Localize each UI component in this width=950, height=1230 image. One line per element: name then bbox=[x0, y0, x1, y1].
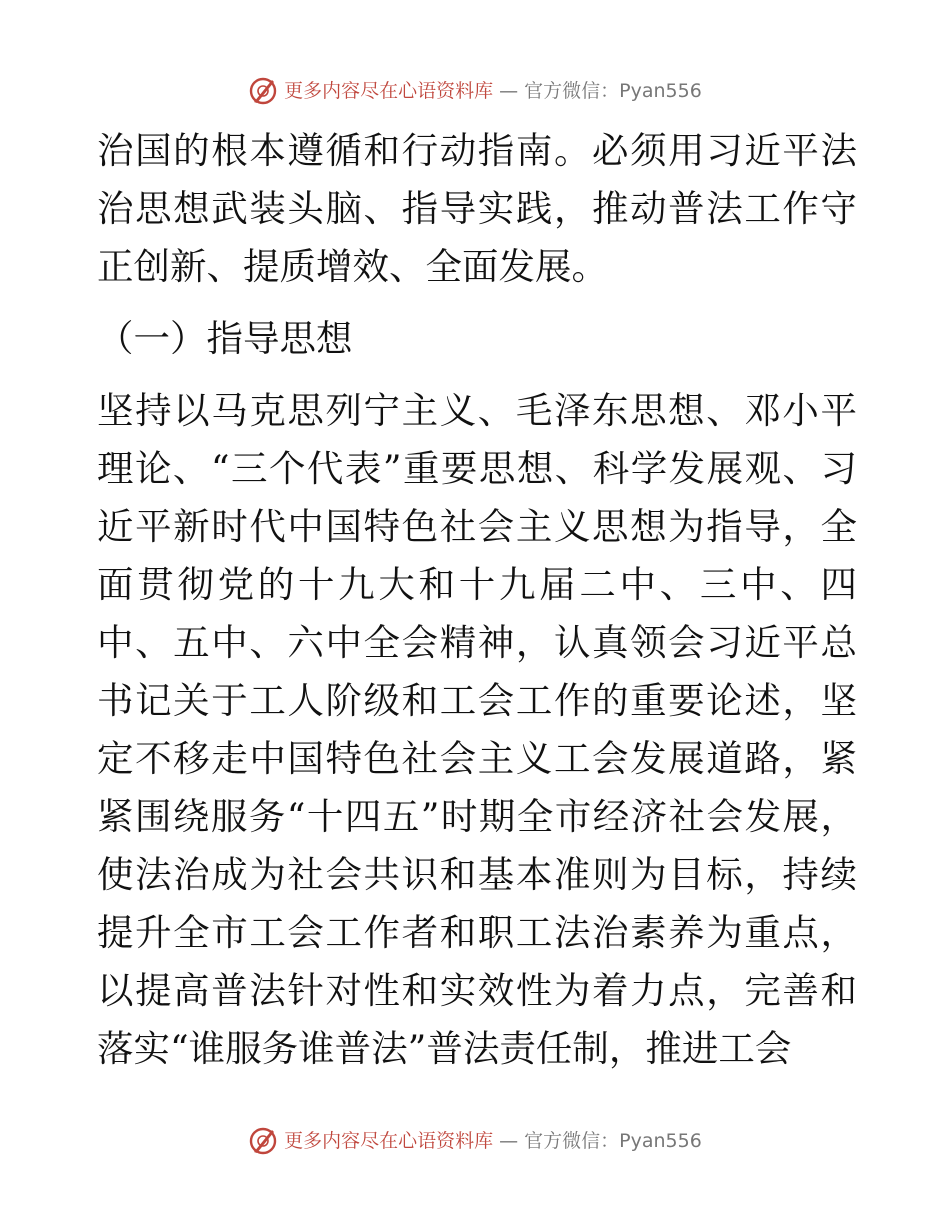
watermark-brand: 更多内容尽在心语资料库 bbox=[284, 80, 494, 102]
watermark-dash: — bbox=[499, 1130, 519, 1152]
document-body bbox=[97, 122, 857, 1078]
watermark-brand: 更多内容尽在心语资料库 bbox=[284, 1130, 494, 1152]
header-watermark bbox=[0, 76, 950, 106]
paragraph-guiding-ideology: 坚持以马克思列宁主义、毛泽东思想、邓小平理论、“三个代表”重要思想、科学发展观、习近平新时代中国特色社会主义思想为指导，全面贯彻党的十九大和十九届二中、三中、四中、五中、六中全会精神，认真领会习近平总书记关于工人阶级和工会工作的重要论述，坚定不移走中国特色社会主义工会发展道路，紧紧围绕服务“十四五”时期全市经济社会发展，使法治成为社会共识和基本准则为目标，持续提升全市工会工作者和职工法治素养为重点，以提高普法针对性和实效性为着力点，完善和落实“谁服务谁普法”普法责任制，推进工会 bbox=[97, 389, 857, 1070]
watermark-contact: 官方微信：Pyan556 bbox=[524, 80, 702, 102]
quill-pen-circle-icon bbox=[248, 76, 278, 106]
footer-watermark bbox=[0, 1126, 950, 1156]
paragraph-continuation: 治国的根本遵循和行动指南。必须用习近平法治思想武装头脑、指导实践，推动普法工作守正创新、提质增效、全面发展。 bbox=[97, 129, 857, 288]
section-heading: （一）指导思想 bbox=[97, 317, 353, 360]
watermark-contact: 官方微信：Pyan556 bbox=[524, 1130, 702, 1152]
quill-pen-circle-icon bbox=[248, 1126, 278, 1156]
watermark-dash: — bbox=[499, 80, 519, 102]
